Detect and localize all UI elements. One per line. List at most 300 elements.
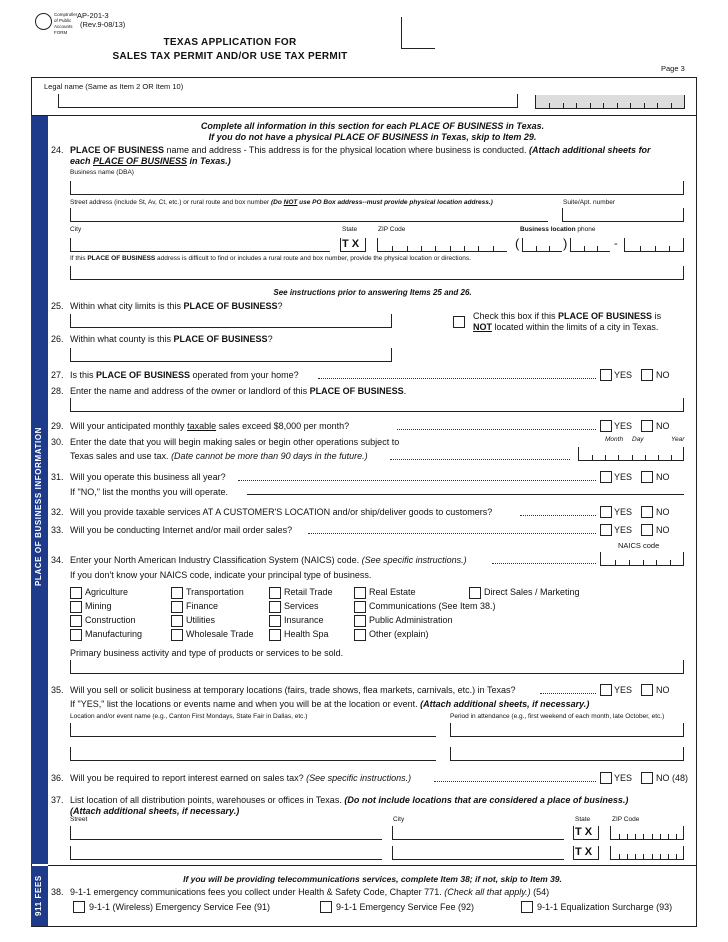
item30-num: 30.	[51, 437, 64, 447]
item32-num: 32.	[51, 507, 64, 517]
city-label: City	[70, 226, 82, 233]
fee-93-checkbox[interactable]	[521, 901, 533, 913]
taxpayer-number-field[interactable]	[535, 95, 685, 109]
directions-field[interactable]	[70, 266, 684, 280]
item29-post: sales exceed $8,000 per month?	[216, 421, 350, 431]
item26-num: 26.	[51, 334, 64, 344]
item25-check-line2	[473, 322, 658, 332]
temp-location-field-2[interactable]	[70, 747, 436, 761]
item34-desc: Enter your North American Industry Classification System (NAICS) code.	[70, 555, 362, 565]
field-tick	[668, 834, 669, 839]
dist-zip-field-1[interactable]	[610, 826, 684, 840]
item24-line2-post: in Texas.)	[187, 156, 231, 166]
business-type-checkbox[interactable]	[171, 601, 183, 613]
dist-zip-field-2[interactable]	[610, 846, 684, 860]
suite-label: Suite/Apt. number	[563, 199, 616, 206]
phone-label	[520, 226, 596, 233]
item25-text	[70, 301, 283, 311]
form-title-line2: SALES TAX PERMIT AND/OR USE TAX PERMIT	[112, 51, 348, 62]
business-type-label: Services	[284, 601, 319, 611]
field-tick	[603, 103, 604, 108]
item25-check-pre: Check this box if this	[473, 311, 559, 321]
month-label: Month	[605, 436, 624, 443]
item36-leader	[434, 781, 596, 782]
field-tick	[563, 103, 564, 108]
item33-leader	[308, 533, 596, 534]
dist-street-label: Street	[70, 816, 88, 823]
item32-yes-label: YES	[614, 507, 633, 517]
item35-sub	[70, 699, 589, 709]
city-field[interactable]	[70, 238, 330, 252]
field-tick	[644, 103, 645, 108]
page-number: Page 3	[661, 64, 685, 73]
item36-no-checkbox[interactable]	[641, 772, 653, 784]
item33-no-label: NO	[656, 525, 670, 535]
business-type-checkbox[interactable]	[354, 587, 366, 599]
item31-no-label: NO	[656, 472, 670, 482]
field-tick	[643, 560, 644, 565]
item34-leader	[492, 563, 596, 564]
item36-italic: (See specific instructions.)	[306, 773, 412, 783]
section-divider-911	[48, 865, 697, 866]
item32-leader	[520, 515, 596, 516]
business-type-label: Wholesale Trade	[186, 629, 254, 639]
field-tick	[658, 455, 659, 460]
item35-no-checkbox[interactable]	[641, 684, 653, 696]
business-type-label: Real Estate	[369, 587, 416, 597]
item35-yes-checkbox[interactable]	[600, 684, 612, 696]
phone-line-field[interactable]	[624, 238, 684, 252]
item25-check-not: NOT	[473, 322, 492, 332]
item36-yes-checkbox[interactable]	[600, 772, 612, 784]
phone-prefix-field[interactable]	[570, 238, 610, 252]
item35-no-label: NO	[656, 685, 670, 695]
item37-num: 37.	[51, 795, 64, 805]
county-field-end	[391, 348, 392, 362]
field-tick	[643, 834, 644, 839]
street-field[interactable]	[70, 208, 548, 222]
field-tick	[676, 854, 677, 859]
item25-check-post2: located within the limits of a city in Texas.	[492, 322, 659, 332]
business-type-label: Communications (See Item 38.)	[369, 601, 496, 611]
field-tick	[549, 246, 550, 251]
item30-line2-italic: (Date cannot be more than 90 days in the future.)	[171, 451, 368, 461]
item34-primary-label: Primary business activity and type of products or services to be sold.	[70, 648, 344, 658]
item25-end: ?	[277, 301, 283, 311]
item37-line2: (Attach additional sheets, if necessary.)	[70, 806, 240, 816]
field-tick	[670, 560, 671, 565]
item24-line2-pre: each	[70, 156, 94, 166]
item28-bold: PLACE OF BUSINESS	[309, 386, 404, 396]
sidebar-pob-text: PLACE OF BUSINESS INFORMATION	[34, 426, 43, 586]
item32-text: Will you provide taxable services AT A CUSTOMER'S LOCATION and/or ship/deliver goods to customers?	[70, 507, 493, 517]
item27-yes-checkbox[interactable]	[600, 369, 612, 381]
temp-location-label: Location and/or event name (e.g., Canton First Mondays, State Fair in Dallas, etc.)	[70, 713, 308, 720]
item35-num: 35.	[51, 685, 64, 695]
item33-no-checkbox[interactable]	[641, 524, 653, 536]
item27-no-checkbox[interactable]	[641, 369, 653, 381]
form-number: AP-201-3	[77, 11, 109, 20]
business-type-checkbox[interactable]	[171, 587, 183, 599]
business-type-checkbox[interactable]	[70, 629, 82, 641]
item25-check-bold: PLACE OF BUSINESS	[558, 311, 653, 321]
item24-attach: (Attach additional sheets for	[529, 145, 651, 155]
field-tick	[635, 834, 636, 839]
item32-no-checkbox[interactable]	[641, 506, 653, 518]
field-tick	[676, 834, 677, 839]
fee-92-label: 9-1-1 Emergency Service Fee (92)	[336, 902, 475, 912]
fee-91-label: 9-1-1 (Wireless) Emergency Service Fee (91)	[89, 902, 271, 912]
dba-label: Business name (DBA)	[70, 169, 134, 176]
rural-bold: PLACE OF BUSINESS	[87, 255, 156, 262]
street-note-post: use PO Box address--must provide physical location address.)	[297, 199, 493, 206]
field-tick	[619, 834, 620, 839]
state-label: State	[342, 226, 358, 233]
fee-92-checkbox[interactable]	[320, 901, 332, 913]
agency-seal	[35, 13, 52, 30]
item25-bold: PLACE OF BUSINESS	[183, 301, 278, 311]
item29-text	[70, 421, 349, 431]
street-note-not: NOT	[283, 199, 298, 206]
item27-yes-label: YES	[614, 370, 633, 380]
item35-sub-text: If "YES," list the locations or events name and when you will be at the location or event.	[70, 699, 421, 709]
item29-pre: Will your anticipated monthly	[70, 421, 188, 431]
pob-intro-line2: If you do not have a physical PLACE OF BUSINESS in Texas, skip to Item 29.	[208, 132, 537, 142]
dist-city-label: City	[393, 816, 405, 823]
business-type-checkbox[interactable]	[269, 615, 281, 627]
field-tick	[627, 834, 628, 839]
item27-pre: Is this	[70, 370, 97, 380]
item24-text	[70, 145, 651, 155]
fee-91-checkbox[interactable]	[73, 901, 85, 913]
rural-pre: If this	[70, 255, 88, 262]
field-tick	[632, 455, 633, 460]
item29-yes-checkbox[interactable]	[600, 420, 612, 432]
item31-text: Will you operate this business all year?	[70, 472, 226, 482]
field-tick	[671, 455, 672, 460]
street-label	[70, 199, 493, 206]
temp-period-field-1[interactable]	[450, 723, 684, 737]
item27-bold: PLACE OF BUSINESS	[96, 370, 191, 380]
item26-pre: Within what county is this	[70, 334, 174, 344]
agency-name: Comptroller of Public Accounts FORM	[54, 12, 78, 35]
form-title-line1: TEXAS APPLICATION FOR	[163, 37, 297, 48]
field-tick	[657, 103, 658, 108]
field-tick	[627, 854, 628, 859]
item35-leader	[540, 693, 596, 694]
item25-num: 25.	[51, 301, 64, 311]
phone-area-field[interactable]	[522, 238, 562, 252]
item28-pre: Enter the name and address of the owner or landlord of this	[70, 386, 310, 396]
field-tick	[592, 455, 593, 460]
item24-desc: name and address - This address is for the physical location where business is conducted.	[164, 145, 530, 155]
corner-mark	[401, 17, 435, 49]
landlord-field-end	[683, 398, 684, 412]
business-type-label: Other (explain)	[369, 629, 429, 639]
field-tick	[421, 246, 422, 251]
item33-yes-checkbox[interactable]	[600, 524, 612, 536]
dist-zip-field-2-end	[683, 846, 684, 860]
phone-close-paren: )	[563, 236, 568, 251]
field-tick	[615, 560, 616, 565]
field-tick	[668, 854, 669, 859]
temp-period-field-1-end	[683, 723, 684, 737]
field-tick	[450, 246, 451, 251]
item29-no-label: NO	[656, 421, 670, 431]
field-tick	[640, 246, 641, 251]
business-type-checkbox[interactable]	[171, 615, 183, 627]
field-tick	[549, 103, 550, 108]
business-type-label: Construction	[85, 615, 136, 625]
field-tick	[407, 246, 408, 251]
county-field[interactable]	[70, 348, 392, 362]
phone-dash: -	[614, 238, 618, 250]
months-field[interactable]	[247, 494, 684, 495]
item35-yes-label: YES	[614, 685, 633, 695]
field-tick	[645, 455, 646, 460]
rural-post: address is difficult to find or includes a rural route and box number, provide the physical location or directions.	[155, 255, 471, 262]
suite-field-end	[683, 208, 684, 222]
item29-num: 29.	[51, 421, 64, 431]
field-tick	[660, 854, 661, 859]
phone-label-bold: Business location	[520, 226, 576, 233]
item24-bold: PLACE OF BUSINESS	[70, 145, 165, 155]
business-type-label: Transportation	[186, 587, 244, 597]
phone-line-end	[683, 238, 684, 252]
business-type-label: Health Spa	[284, 629, 329, 639]
item29-no-checkbox[interactable]	[641, 420, 653, 432]
business-type-checkbox[interactable]	[269, 601, 281, 613]
item25-check-line1	[473, 311, 661, 321]
field-tick	[584, 246, 585, 251]
business-type-checkbox[interactable]	[354, 601, 366, 613]
start-date-field[interactable]	[578, 447, 684, 461]
item33-yes-label: YES	[614, 525, 633, 535]
item30-line2-text: Texas sales and use tax.	[70, 451, 172, 461]
field-tick	[597, 246, 598, 251]
item25-check-post: is	[652, 311, 662, 321]
field-tick	[617, 103, 618, 108]
item34-italic: (See specific instructions.)	[361, 555, 467, 565]
field-tick	[630, 103, 631, 108]
temp-period-field-2-end	[683, 747, 684, 761]
field-tick	[629, 560, 630, 565]
item29-u: taxable	[187, 421, 217, 431]
business-type-label: Utilities	[186, 615, 216, 625]
business-type-checkbox[interactable]	[269, 587, 281, 599]
item32-yes-checkbox[interactable]	[600, 506, 612, 518]
field-tick	[590, 103, 591, 108]
field-tick	[619, 854, 620, 859]
dba-field[interactable]	[70, 181, 684, 195]
item28-text	[70, 386, 406, 396]
field-tick	[671, 103, 672, 108]
sidebar-place-of-business	[31, 116, 48, 864]
item29-leader	[397, 429, 596, 430]
primary-activity-field-end	[683, 660, 684, 674]
item32-no-label: NO	[656, 507, 670, 517]
rural-label	[70, 255, 471, 262]
item27-leader	[318, 378, 596, 379]
business-type-checkbox[interactable]	[171, 629, 183, 641]
city-limits-field[interactable]	[70, 314, 392, 328]
field-tick	[392, 246, 393, 251]
item37-text	[70, 795, 628, 805]
street-note-pre: (Do	[271, 199, 284, 206]
item28-end: .	[403, 386, 407, 396]
item37-desc: List location of all distribution points, warehouses or offices in Texas.	[70, 795, 345, 805]
field-tick	[435, 246, 436, 251]
business-type-checkbox[interactable]	[70, 615, 82, 627]
item38-desc: 9-1-1 emergency communications fees you collect under Health & Safety Code, Chapter 771.	[70, 887, 445, 897]
field-tick	[652, 834, 653, 839]
field-tick	[536, 246, 537, 251]
business-type-checkbox[interactable]	[70, 587, 82, 599]
business-type-label: Agriculture	[85, 587, 129, 597]
business-type-label: Public Administration	[369, 615, 453, 625]
day-label: Day	[632, 436, 644, 443]
item27-num: 27.	[51, 370, 64, 380]
business-type-label: Mining	[85, 601, 112, 611]
item31-leader	[238, 480, 596, 481]
business-type-checkbox[interactable]	[354, 615, 366, 627]
temp-period-field-2[interactable]	[450, 747, 684, 761]
item30-line1: Enter the date that you will begin making sales or begin other operations subject to	[70, 437, 400, 447]
item36-yes-label: YES	[614, 773, 633, 783]
naics-code-label: NAICS code	[618, 541, 660, 550]
business-type-label: Direct Sales / Marketing	[484, 587, 580, 597]
item30-line2	[70, 451, 368, 461]
business-type-label: Manufacturing	[85, 629, 143, 639]
business-type-checkbox[interactable]	[354, 629, 366, 641]
field-tick	[655, 246, 656, 251]
not-in-city-checkbox[interactable]	[453, 316, 465, 328]
dba-field-end	[683, 181, 684, 195]
item34-sub: If you don't know your NAICS code, indicate your principal type of business.	[70, 570, 372, 580]
item35-sub-bold: (Attach additional sheets, if necessary.)	[420, 699, 590, 709]
dist-zip-field-1-end	[683, 826, 684, 840]
item34-text	[70, 555, 467, 565]
field-tick	[652, 854, 653, 859]
item38-code: (54)	[530, 887, 550, 897]
field-tick	[635, 854, 636, 859]
dist-zip-label: ZIP Code	[612, 816, 640, 823]
item38-italic: (Check all that apply.)	[444, 887, 531, 897]
see-instructions: See instructions prior to answering Items 25 and 26.	[273, 288, 472, 297]
item31-no-checkbox[interactable]	[641, 471, 653, 483]
item38-num: 38.	[51, 887, 64, 897]
state-value: TX	[342, 238, 363, 250]
temp-location-field-1[interactable]	[70, 723, 436, 737]
item26-bold: PLACE OF BUSINESS	[173, 334, 268, 344]
sidebar-911-text: 911 FEES	[34, 875, 43, 916]
field-tick	[643, 854, 644, 859]
street-label-text: Street address (include St, Av, Ct, etc.) or rural route and box number	[70, 199, 271, 206]
item38-text	[70, 887, 549, 897]
business-type-checkbox[interactable]	[70, 601, 82, 613]
legal-name-field-end	[517, 94, 518, 108]
landlord-field[interactable]	[70, 398, 684, 412]
item37-italic: (Do not include locations that are considered a place of business.)	[344, 795, 629, 805]
dist-city-field-2[interactable]	[392, 846, 564, 860]
item24-num: 24.	[51, 145, 64, 155]
field-tick	[478, 246, 479, 251]
business-type-checkbox[interactable]	[269, 629, 281, 641]
legal-name-field[interactable]	[58, 94, 518, 108]
sidebar-911-fees	[31, 866, 48, 926]
item35-text: Will you sell or solicit business at temporary locations (fairs, trade shows, flea markets, carnivals, etc.) in Texas?	[70, 685, 516, 695]
dist-state-label: State	[575, 816, 591, 823]
dist-street-field-2[interactable]	[70, 846, 382, 860]
suite-field[interactable]	[562, 208, 684, 222]
naics-code-field-end	[683, 552, 684, 566]
start-date-field-end	[683, 447, 684, 461]
field-tick	[464, 246, 465, 251]
zip-field[interactable]	[377, 238, 507, 252]
section-911-intro: If you will be providing telecommunications services, complete Item 38; if not, skip to Item 39.	[183, 874, 562, 884]
field-tick	[493, 246, 494, 251]
dist-state-value-1: TX	[575, 826, 596, 838]
temp-period-label: Period in attendance (e.g., first weekend of each month, late October, etc.)	[450, 713, 665, 720]
legal-name-label: Legal name (Same as Item 2 OR Item 10)	[44, 82, 184, 91]
item24-line2	[70, 156, 231, 166]
city-limits-field-end	[391, 314, 392, 328]
year-label: Year	[671, 436, 685, 443]
pob-intro-line1: Complete all information in this section for each PLACE OF BUSINESS in Texas.	[200, 121, 545, 131]
frame-divider-top	[31, 115, 697, 116]
item31-yes-checkbox[interactable]	[600, 471, 612, 483]
item29-yes-label: YES	[614, 421, 633, 431]
item31-yes-label: YES	[614, 472, 633, 482]
naics-code-field[interactable]	[600, 552, 684, 566]
field-tick	[618, 455, 619, 460]
field-tick	[669, 246, 670, 251]
field-tick	[660, 834, 661, 839]
item36-no-label: NO (48)	[656, 773, 689, 783]
item28-num: 28.	[51, 386, 64, 396]
field-tick	[605, 455, 606, 460]
directions-field-end	[683, 266, 684, 280]
item36-text	[70, 773, 411, 783]
business-type-label: Finance	[186, 601, 219, 611]
zip-label: ZIP Code	[378, 226, 406, 233]
phone-open-paren: (	[515, 236, 520, 251]
primary-activity-field[interactable]	[70, 660, 684, 674]
item33-text: Will you be conducting Internet and/or mail order sales?	[70, 525, 293, 535]
item27-no-label: NO	[656, 370, 670, 380]
business-type-label: Retail Trade	[284, 587, 333, 597]
item26-text	[70, 334, 273, 344]
dist-street-field-1[interactable]	[70, 826, 382, 840]
dist-state-value-2: TX	[575, 846, 596, 858]
business-type-label: Insurance	[284, 615, 324, 625]
item36-num: 36.	[51, 773, 64, 783]
field-tick	[656, 560, 657, 565]
item24-line2-u: PLACE OF BUSINESS	[93, 156, 188, 166]
item34-num: 34.	[51, 555, 64, 565]
item27-end: operated from your home?	[190, 370, 299, 380]
fee-93-label: 9-1-1 Equalization Surcharge (93)	[537, 902, 673, 912]
item31-sub: If "NO," list the months you will operate.	[70, 487, 228, 497]
item36-desc: Will you be required to report interest earned on sales tax?	[70, 773, 307, 783]
business-type-checkbox[interactable]	[469, 587, 481, 599]
field-tick	[576, 103, 577, 108]
item33-num: 33.	[51, 525, 64, 535]
item31-num: 31.	[51, 472, 64, 482]
dist-city-field-1[interactable]	[392, 826, 564, 840]
item27-text	[70, 370, 299, 380]
item25-pre: Within what city limits is this	[70, 301, 184, 311]
